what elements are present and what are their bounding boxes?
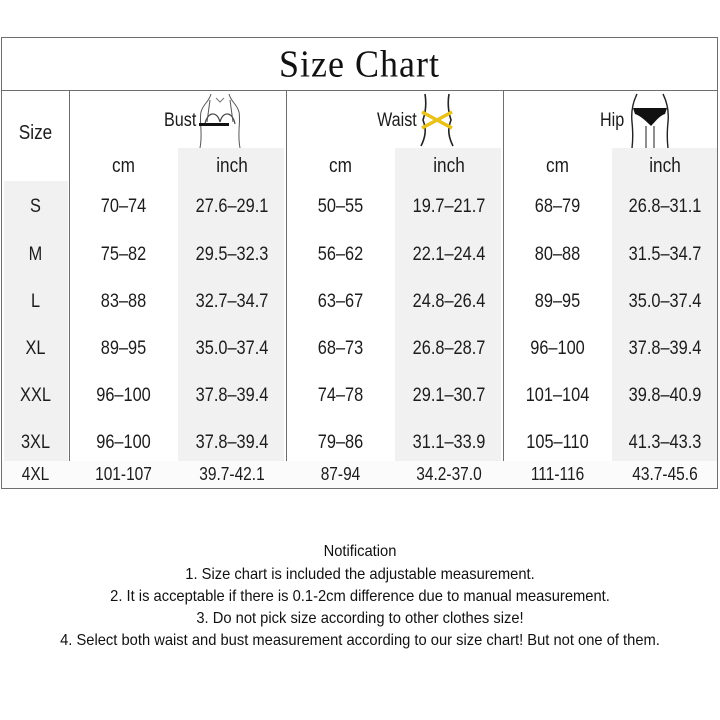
- waist-cm-cell: 50–55: [317, 196, 364, 217]
- size-column-shade: [4, 181, 68, 461]
- bust-inch-cell: 37.8–39.4: [195, 432, 269, 453]
- bust-cm-cell: 75–82: [100, 244, 147, 265]
- bust-cm-header: cm: [112, 154, 135, 177]
- bust-inch-cell: 35.0–37.4: [195, 338, 269, 359]
- waist-inch-cell: 26.8–28.7: [412, 338, 486, 359]
- waist-cm-header: cm: [329, 154, 352, 177]
- hip-cm-cell: 105–110: [526, 432, 589, 453]
- waist-cm-cell: 79–86: [317, 432, 364, 453]
- hip-label: Hip: [600, 110, 625, 131]
- bust-cm-cell: 101-107: [95, 464, 152, 484]
- table-row: [2, 428, 717, 458]
- waist-inch-cell: 34.2-37.0: [416, 464, 482, 484]
- size-cell: 4XL: [21, 464, 50, 484]
- bust-label: Bust: [164, 110, 197, 131]
- hip-cm-cell: 101–104: [525, 385, 590, 406]
- hip-icon: [629, 92, 671, 148]
- size-header: Size: [18, 121, 53, 144]
- table-row: [2, 192, 717, 222]
- waist-inch-cell: 22.1–24.4: [412, 244, 486, 265]
- chart-title: Size Chart: [279, 43, 440, 85]
- size-cell: M: [28, 244, 43, 265]
- hip-inch-cell: 43.7-45.6: [632, 464, 698, 484]
- bust-inch-cell: 39.7-42.1: [199, 464, 265, 484]
- bust-cm-cell: 83–88: [100, 291, 147, 312]
- waist-inch-cell: 24.8–26.4: [412, 291, 486, 312]
- hip-cm-cell: 111-116: [530, 464, 585, 484]
- size-cell: S: [30, 196, 41, 217]
- hip-inch-cell: 41.3–43.3: [628, 432, 702, 453]
- hip-cm-cell: 80–88: [534, 244, 581, 265]
- notification-item-4: 4. Select both waist and bust measurement according to our size chart! But not one of them.: [60, 632, 660, 649]
- waist-inch-header: inch: [433, 154, 465, 177]
- bust-cm-cell: 89–95: [100, 338, 147, 359]
- hip-cm-cell: 89–95: [534, 291, 581, 312]
- bust-cm-cell: 96–100: [96, 432, 151, 453]
- hip-cm-cell: 68–79: [534, 196, 581, 217]
- size-cell: 3XL: [20, 432, 51, 453]
- waist-cm-cell: 74–78: [317, 385, 364, 406]
- waist-inch-cell: 19.7–21.7: [412, 196, 486, 217]
- waist-cm-cell: 87-94: [320, 464, 361, 484]
- waist-cm-cell: 68–73: [317, 338, 364, 359]
- size-cell: L: [30, 291, 41, 312]
- notification-item-3: 3. Do not pick size according to other clothes size!: [196, 610, 524, 627]
- size-cell: XL: [25, 338, 46, 359]
- notification-heading: Notification: [323, 543, 397, 560]
- bust-inch-cell: 32.7–34.7: [195, 291, 269, 312]
- notification-item-2: 2. It is acceptable if there is 0.1-2cm difference due to manual measurement.: [110, 588, 610, 605]
- waist-inch-cell: 31.1–33.9: [412, 432, 486, 453]
- bust-inch-cell: 29.5–32.3: [195, 244, 269, 265]
- bust-cm-cell: 70–74: [100, 196, 147, 217]
- waist-cm-cell: 63–67: [317, 291, 364, 312]
- waist-inch-cell: 29.1–30.7: [412, 385, 486, 406]
- bust-inch-cell: 27.6–29.1: [195, 196, 269, 217]
- hip-inch-cell: 26.8–31.1: [628, 196, 702, 217]
- waist-label: Waist: [377, 110, 417, 131]
- waist-cm-cell: 56–62: [317, 244, 364, 265]
- hip-inch-cell: 37.8–39.4: [628, 338, 702, 359]
- bust-cm-cell: 96–100: [96, 385, 151, 406]
- table-row: [2, 240, 717, 270]
- notification-item-1: 1. Size chart is included the adjustable measurement.: [185, 566, 535, 583]
- bust-inch-header: inch: [216, 154, 248, 177]
- table-row: [2, 381, 717, 411]
- hip-inch-cell: 31.5–34.7: [628, 244, 702, 265]
- hip-cm-cell: 96–100: [530, 338, 585, 359]
- hip-inch-cell: 35.0–37.4: [628, 291, 702, 312]
- size-chart-table: [1, 37, 718, 489]
- table-row: [2, 461, 717, 488]
- title-row: [2, 38, 717, 91]
- hip-inch-cell: 39.8–40.9: [628, 385, 702, 406]
- table-row: [2, 334, 717, 364]
- table-row: [2, 287, 717, 317]
- waist-icon: [419, 92, 455, 148]
- bust-inch-cell: 37.8–39.4: [195, 385, 269, 406]
- hip-cm-header: cm: [546, 154, 569, 177]
- size-cell: XXL: [20, 385, 51, 406]
- bust-icon: [197, 92, 243, 148]
- hip-inch-header: inch: [649, 154, 681, 177]
